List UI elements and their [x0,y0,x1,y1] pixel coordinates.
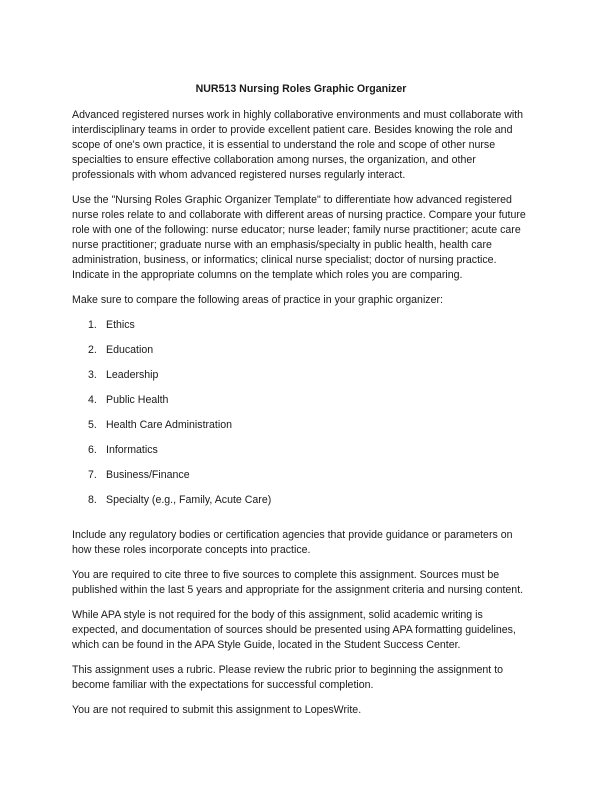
list-item-number: 7. [88,469,97,481]
list-item-label: Public Health [106,394,169,406]
list-item-label: Business/Finance [106,469,190,481]
list-item-number: 5. [88,419,97,431]
regulatory-paragraph: Include any regulatory bodies or certification agencies that provide guidance or parameters on how these roles incorporate concepts into practice. [72,529,513,556]
list-item-number: 3. [88,369,97,381]
list-item [72,443,530,468]
compare-lead-paragraph: Make sure to compare the following areas of practice in your graphic organizer: [72,294,443,306]
list-item-number: 2. [88,344,97,356]
lopeswrite-paragraph: You are not required to submit this assignment to LopesWrite. [72,704,362,716]
list-item-number: 8. [88,494,97,506]
list-item-label: Leadership [106,369,159,381]
rubric-paragraph: This assignment uses a rubric. Please review the rubric prior to beginning the assignment to become familiar with the expectations for successful completion. [72,664,504,691]
list-item-label: Education [106,344,154,356]
list-item [72,418,530,443]
list-item-number: 4. [88,394,97,406]
list-item-number: 1. [88,319,97,331]
list-item-label: Ethics [106,319,135,331]
list-item-label: Informatics [106,444,158,456]
practice-areas-list [72,318,530,518]
intro-paragraph: Advanced registered nurses work in highly collaborative environments and must collaborate with interdisciplinary teams in order to provide excellent patient care. Besides knowing the role and scope of one's own practice, it is essential to understand the role and scope of other nurse specialties to ensure effective collaboration among nurses, the organization, and other professionals with whom advanced registered nurses regularly interact. [72,109,524,181]
list-item [72,468,530,493]
list-item-number: 6. [88,444,97,456]
sources-paragraph: You are required to cite three to five sources to complete this assignment. Sources must be published within the last 5 years and appropriate for the assignment criteria and nursing content. [72,569,524,596]
apa-paragraph: While APA style is not required for the body of this assignment, solid academic writing is expected, and documentation of sources should be presented using APA formatting guidelines, which can be found in the APA Style Guide, located in the Student Success Center. [72,609,516,651]
list-item [72,368,530,393]
instructions-paragraph: Use the "Nursing Roles Graphic Organizer Template" to differentiate how advanced registered nurse roles relate to and collaborate with different areas of nursing practice. Compare your future role with one of the following: nurse educator; nurse leader; family nurse practitioner; acute care nurse practitioner; graduate nurse with an emphasis/specialty in public health, health care administration, business, or informatics; clinical nurse specialist; doctor of nursing practice. Indicate in the appropriate columns on the template which roles you are comparing. [72,194,526,281]
list-item [72,343,530,368]
list-item-label: Specialty (e.g., Family, Acute Care) [106,494,272,506]
list-item-label: Health Care Administration [106,419,233,431]
document-title: NUR513 Nursing Roles Graphic Organizer [195,83,407,95]
list-item [72,318,530,343]
list-item [72,493,530,518]
list-item [72,393,530,418]
